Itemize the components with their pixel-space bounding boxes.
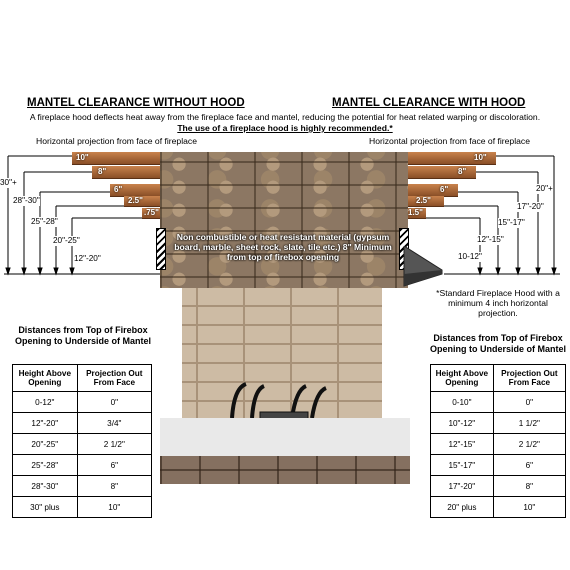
shelf-label: 8" [98, 167, 107, 176]
cell-height: 20" plus [431, 497, 494, 518]
column-header-projection: Projection Out From Face [493, 365, 565, 392]
projection-label-left: Horizontal projection from face of fireplace [36, 136, 197, 146]
clearance-table-left [12, 364, 152, 518]
shelf-label: 2.5" [416, 196, 431, 205]
title-with-hood: MANTEL CLEARANCE WITH HOOD [332, 97, 526, 109]
cell-projection: 6" [493, 455, 565, 476]
table-row [13, 413, 152, 434]
cell-height: 0-12" [13, 392, 78, 413]
table-row [13, 497, 152, 518]
projection-label-right: Horizontal projection from face of fireplace [369, 136, 530, 146]
height-label-right-4: 12"-15" [477, 235, 504, 244]
cell-projection: 6" [77, 455, 151, 476]
table-row [431, 455, 566, 476]
height-label-left-2: 28"-30" [13, 196, 40, 205]
height-label-right-3: 15"-17" [498, 218, 525, 227]
shelf-label: 6" [114, 185, 123, 194]
cell-projection: 10" [493, 497, 565, 518]
cell-projection: 8" [77, 476, 151, 497]
height-label-left-1: 30"+ [0, 178, 17, 187]
table-row [431, 497, 566, 518]
height-label-left-3: 25"-28" [31, 217, 58, 226]
cell-height: 28"-30" [13, 476, 78, 497]
height-label-left-5: 12"-20" [74, 254, 101, 263]
recommendation: The use of a fireplace hood is highly recommended.* [177, 123, 393, 133]
height-label-right-1: 20"+ [536, 184, 553, 193]
height-label-right-2: 17"-20" [517, 202, 544, 211]
stone-wall [160, 152, 408, 288]
cell-height: 25"-28" [13, 455, 78, 476]
table-header-row [431, 365, 566, 392]
cell-height: 0-10" [431, 392, 494, 413]
table-row [431, 476, 566, 497]
cell-projection: 10" [77, 497, 151, 518]
dimension-lines-right [408, 150, 570, 280]
subtitle: A fireplace hood deflects heat away from the fireplace face and mantel, reducing the potential for heat related warping or discoloration. [29, 112, 541, 122]
shelf-label: 8" [458, 167, 467, 176]
table-title-left: Distances from Top of Firebox Opening to Underside of Mantel [14, 325, 151, 346]
cell-height: 15"-17" [431, 455, 494, 476]
table-title-right: Distances from Top of Firebox Opening to Underside of Mantel [430, 333, 567, 354]
cell-height: 12"-15" [431, 434, 494, 455]
cell-height: 10"-12" [431, 413, 494, 434]
table-row [431, 434, 566, 455]
cell-height: 20"-25" [13, 434, 78, 455]
cell-projection: 8" [493, 476, 565, 497]
hood-note: *Standard Fireplace Hood with a minimum 4 inch horizontal projection. [436, 288, 560, 318]
hearth-floor [160, 418, 410, 458]
shelf-label: 1.5" [408, 208, 423, 217]
column-header-projection: Projection Out From Face [77, 365, 151, 392]
cell-height: 30" plus [13, 497, 78, 518]
title-without-hood: MANTEL CLEARANCE WITHOUT HOOD [27, 97, 245, 109]
clearance-table-right [430, 364, 566, 518]
shelf-label: 10" [76, 153, 89, 162]
table-row [13, 392, 152, 413]
cell-projection: 1 1/2" [493, 413, 565, 434]
table-row [13, 476, 152, 497]
shelf-label: 10" [474, 153, 487, 162]
height-label-right-5: 10-12" [458, 252, 482, 261]
noncombustible-note: Non combustible or heat resistant material (gypsum board, marble, sheet rock, slate, tile etc.) 8" Minimum from top of firebox opening [174, 232, 392, 262]
table-row [431, 392, 566, 413]
cell-projection: 2 1/2" [493, 434, 565, 455]
column-header-height: Height Above Opening [13, 365, 78, 392]
cell-projection: 0" [77, 392, 151, 413]
cell-projection: 3/4" [77, 413, 151, 434]
shelf-label: .75" [144, 208, 159, 217]
column-header-height: Height Above Opening [431, 365, 494, 392]
cell-height: 17"-20" [431, 476, 494, 497]
cell-projection: 0" [493, 392, 565, 413]
shelf-label: 2.5" [128, 196, 143, 205]
cell-height: 12"-20" [13, 413, 78, 434]
table-row [13, 455, 152, 476]
table-header-row [13, 365, 152, 392]
shelf-label: 6" [440, 185, 449, 194]
hearth-stone [160, 456, 410, 484]
table-row [431, 413, 566, 434]
height-label-left-4: 20"-25" [53, 236, 80, 245]
table-row [13, 434, 152, 455]
cell-projection: 2 1/2" [77, 434, 151, 455]
